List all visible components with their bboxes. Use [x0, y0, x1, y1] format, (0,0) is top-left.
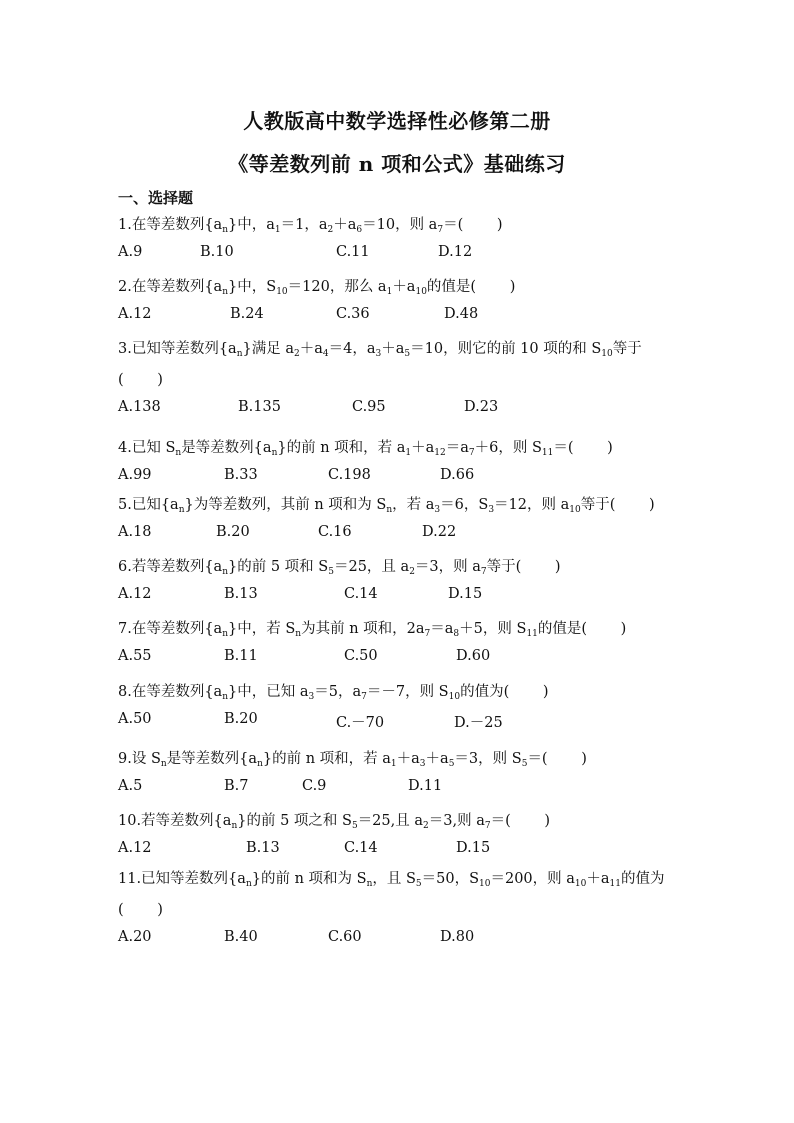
answer-option: C.198 — [328, 467, 371, 483]
answer-option: A.138 — [118, 399, 161, 415]
question-stem: 2.在等差数列$\{a_n\}$中，$S_{10}=120$，那么 $a_1+a_{10}$的值是( ) — [118, 279, 516, 297]
answer-option: A.12 — [118, 306, 152, 322]
document-title: 人教版高中数学选择性必修第二册 — [243, 109, 551, 133]
question-stem: 5.已知$\{a_n\}$为等差数列，其前 n 项和为 $S_n$，若 $a_3=6$，$S_3=12$，则 $a_{10}$等于( ) — [118, 497, 655, 515]
answer-option: B.24 — [230, 306, 264, 322]
answer-option: D.11 — [408, 778, 443, 794]
answer-option: A.18 — [118, 524, 152, 540]
question-stem: 1.在等差数列$\{a_n\}$中，$a_1=1$，$a_2+a_6=10$，则 $a_7=$( ) — [118, 217, 503, 235]
answer-option: C.16 — [318, 524, 352, 540]
question-stem: 6.若等差数列$\{a_n\}$的前 5 项和 $S_5=25$，且 $a_2=3$，则 $a_7$等于( ) — [118, 559, 561, 577]
answer-option: C.95 — [352, 399, 386, 415]
answer-option: C.60 — [328, 929, 362, 945]
answer-option: B.11 — [224, 648, 258, 664]
answer-option: A.99 — [118, 467, 152, 483]
answer-option: C.9 — [302, 778, 327, 794]
answer-option: D.60 — [456, 648, 491, 664]
answer-option: B.20 — [224, 711, 258, 727]
answer-option: C.50 — [344, 648, 378, 664]
answer-option: D.15 — [456, 840, 491, 856]
answer-option: A.50 — [118, 711, 152, 727]
answer-option: B.40 — [224, 929, 258, 945]
answer-option: A.55 — [118, 648, 152, 664]
question-stem: 7.在等差数列$\{a_n\}$中，若 $S_n$为其前 n 项和，$2a_7=a_8+5$，则 $S_{11}$的值是( ) — [118, 621, 627, 639]
answer-option: A.12 — [118, 586, 152, 602]
answer-option: D.48 — [444, 306, 479, 322]
answer-option: A.5 — [118, 778, 143, 794]
answer-option: B.135 — [238, 399, 281, 415]
answer-option: B.20 — [216, 524, 250, 540]
question-stem: 3.已知等差数列$\{a_n\}$满足 $a_2+a_4=4$，$a_3+a_5=10$，则它的前 10 项的和 $S_{10}$等于 — [118, 341, 642, 359]
answer-option: D.12 — [438, 244, 473, 260]
question-stem: 9.设 $S_n$是等差数列$\{a_n\}$的前 n 项和，若 $a_1+a_3+a_5=3$，则 $S_5=$( ) — [118, 751, 587, 769]
answer-option: B.10 — [200, 244, 234, 260]
answer-option: D.80 — [440, 929, 475, 945]
answer-option: D.66 — [440, 467, 475, 483]
answer-option: C.14 — [344, 586, 378, 602]
answer-option: D.23 — [464, 399, 499, 415]
answer-option: B.7 — [224, 778, 249, 794]
question-stem: 8.在等差数列$\{a_n\}$中，已知 $a_3=5$，$a_7=-7$，则 $S_{10}$的值为( ) — [118, 684, 549, 702]
answer-option: B.33 — [224, 467, 258, 483]
answer-option: C.－70 — [336, 715, 385, 731]
question-stem: 4.已知 $S_n$是等差数列$\{a_n\}$的前 n 项和，若 $a_1+a_{12}=a_7+6$，则 $S_{11}=$( ) — [118, 440, 613, 458]
answer-option: D.22 — [422, 524, 457, 540]
answer-option: B.13 — [246, 840, 280, 856]
answer-option: A.20 — [118, 929, 152, 945]
question-stem-continuation: ( ) — [118, 902, 163, 918]
answer-option: D.15 — [448, 586, 483, 602]
answer-option: A.12 — [118, 840, 152, 856]
answer-option: C.14 — [344, 840, 378, 856]
answer-option: C.11 — [336, 244, 370, 260]
question-stem-continuation: ( ) — [118, 372, 163, 388]
section-heading: 一、选择题 — [118, 189, 194, 207]
answer-option: B.13 — [224, 586, 258, 602]
question-stem: 10.若等差数列$\{a_n\}$的前 5 项之和 $S_5=25$,且 $a_2=3$,则 $a_7=$( ) — [118, 813, 551, 831]
document-subtitle: 《等差数列前 n 项和公式》基础练习 — [228, 152, 566, 176]
answer-option: A.9 — [118, 244, 143, 260]
answer-option: C.36 — [336, 306, 370, 322]
question-stem: 11.已知等差数列$\{a_n\}$的前 n 项和为 $S_n$，且 $S_5=50$，$S_{10}=200$，则 $a_{10}+a_{11}$的值为 — [118, 871, 665, 889]
answer-option: D.－25 — [454, 715, 503, 731]
